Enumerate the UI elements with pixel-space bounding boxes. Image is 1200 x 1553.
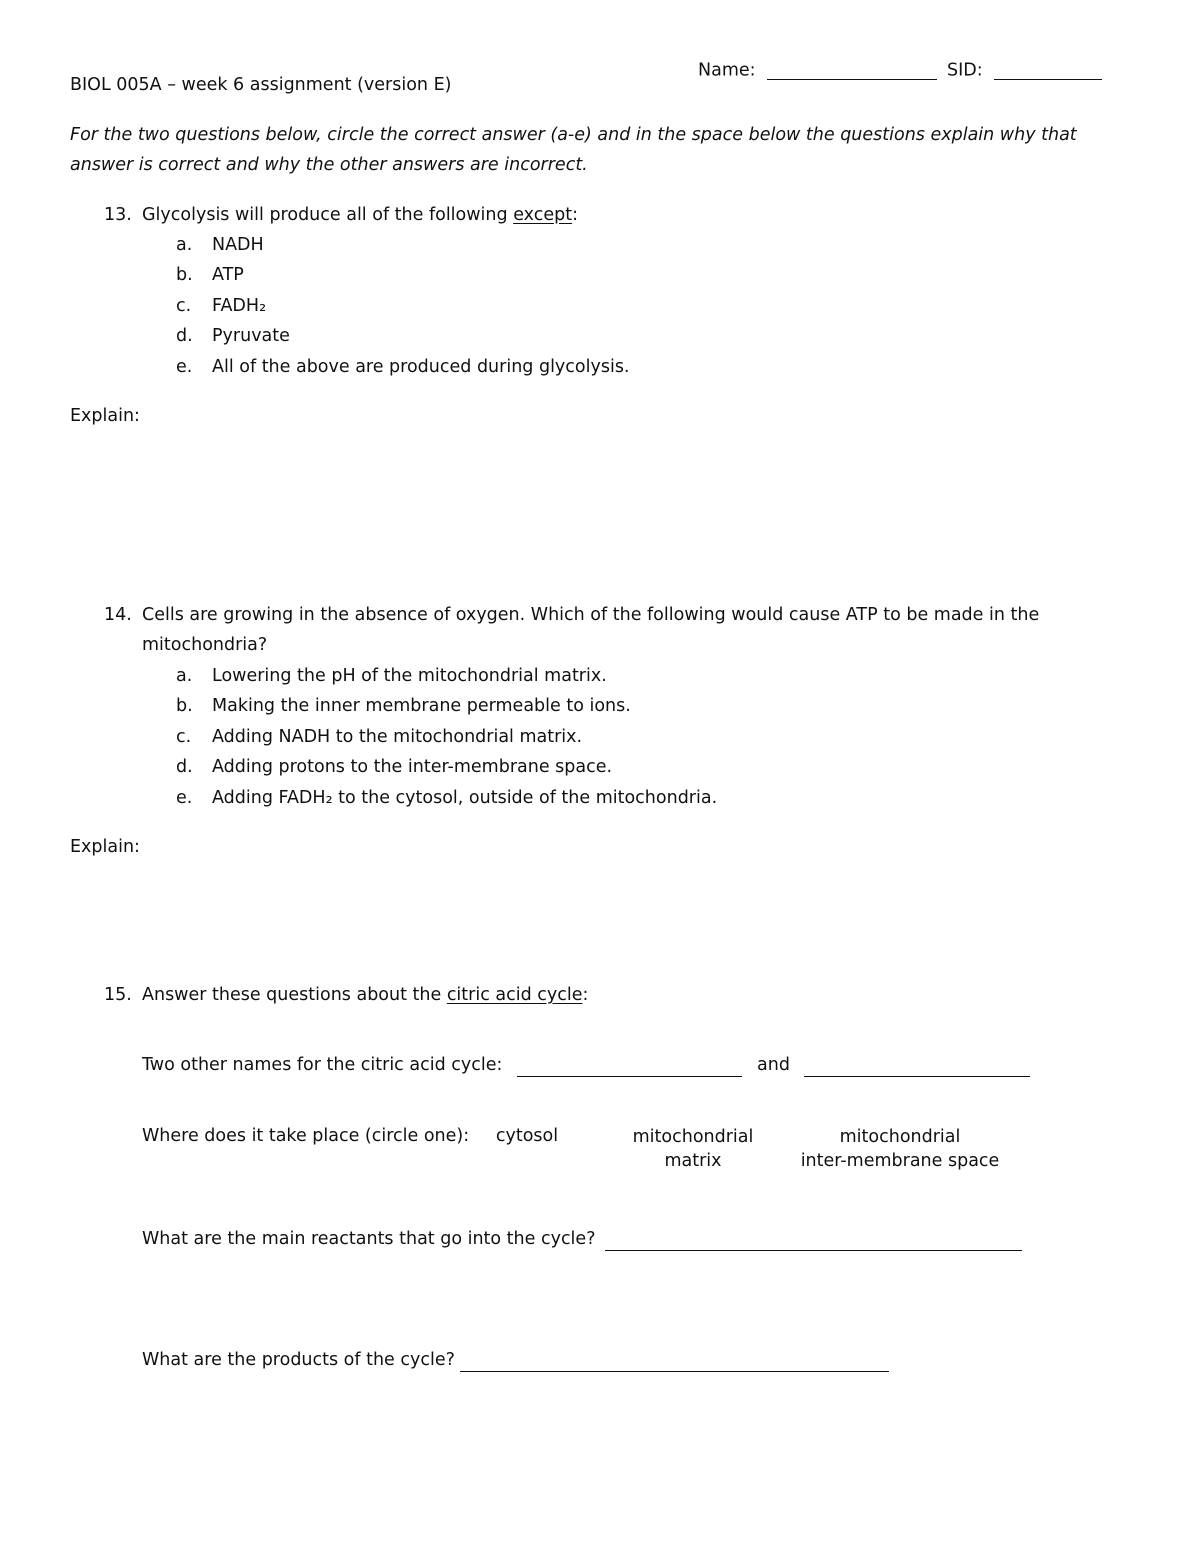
option-text: Making the inner membrane permeable to ions. bbox=[212, 696, 631, 716]
option-letter[interactable]: e. bbox=[176, 357, 193, 377]
option-text: FADH₂ bbox=[212, 296, 267, 316]
products-label: What are the products of the cycle? bbox=[142, 1350, 455, 1370]
option-text: Adding protons to the inter-membrane space. bbox=[212, 757, 613, 777]
option-letter[interactable]: d. bbox=[176, 326, 193, 346]
option-letter[interactable]: c. bbox=[176, 727, 192, 747]
option-text: Adding NADH to the mitochondrial matrix. bbox=[212, 727, 583, 747]
question-number: 13. bbox=[104, 205, 132, 225]
emphasis-except: except bbox=[513, 205, 573, 225]
option-text: NADH bbox=[212, 235, 264, 255]
sid-label: SID: bbox=[947, 60, 983, 81]
location-choice-inter-membrane-space[interactable]: mitochondrial inter-membrane space bbox=[800, 1127, 1000, 1171]
and-label: and bbox=[757, 1055, 790, 1075]
option-letter[interactable]: c. bbox=[176, 296, 192, 316]
option-letter[interactable]: a. bbox=[176, 666, 193, 686]
question-stem-line2: mitochondria? bbox=[142, 635, 268, 655]
option-letter[interactable]: b. bbox=[176, 696, 193, 716]
instructions: For the two questions below, circle the correct answer (a-e) and in the space below the questions explain why that answer is correct and why the other answers are incorrect. bbox=[70, 125, 1077, 175]
question-stem: Glycolysis will produce all of the following except: bbox=[142, 205, 578, 225]
sid-blank[interactable] bbox=[994, 61, 1102, 80]
option-text: ATP bbox=[212, 265, 244, 285]
sid-field[interactable] bbox=[947, 61, 1102, 80]
option-text: All of the above are produced during glycolysis. bbox=[212, 357, 630, 377]
explain-answer-area[interactable] bbox=[70, 435, 1130, 585]
option-letter[interactable]: b. bbox=[176, 265, 193, 285]
location-label: Where does it take place (circle one): bbox=[142, 1126, 470, 1146]
option-text: Lowering the pH of the mitochondrial matrix. bbox=[212, 666, 607, 686]
emphasis-citric-acid-cycle: citric acid cycle bbox=[446, 985, 583, 1005]
option-text: Pyruvate bbox=[212, 326, 290, 346]
option-letter[interactable]: a. bbox=[176, 235, 193, 255]
location-choice-cytosol[interactable]: cytosol bbox=[495, 1126, 559, 1146]
question-number: 14. bbox=[104, 605, 132, 625]
name-field[interactable] bbox=[698, 61, 937, 80]
option-text: Adding FADH₂ to the cytosol, outside of the mitochondria. bbox=[212, 788, 718, 808]
explain-label: Explain: bbox=[70, 406, 140, 426]
name-blank[interactable] bbox=[767, 61, 937, 80]
location-choice-mitochondrial-matrix[interactable]: mitochondrial matrix bbox=[632, 1127, 754, 1171]
explain-answer-area[interactable] bbox=[70, 866, 1130, 976]
option-letter[interactable]: d. bbox=[176, 757, 193, 777]
question-stem: Answer these questions about the citric acid cycle: bbox=[142, 985, 589, 1005]
explain-label: Explain: bbox=[70, 837, 140, 857]
course-title: BIOL 005A – week 6 assignment (version E) bbox=[70, 75, 452, 95]
other-names-label: Two other names for the citric acid cycle: bbox=[142, 1055, 503, 1075]
reactants-blank[interactable] bbox=[605, 1232, 1022, 1251]
reactants-label: What are the main reactants that go into the cycle? bbox=[142, 1229, 596, 1249]
question-number: 15. bbox=[104, 985, 132, 1005]
other-name-1-blank[interactable] bbox=[517, 1058, 742, 1077]
option-letter[interactable]: e. bbox=[176, 788, 193, 808]
products-blank[interactable] bbox=[460, 1353, 889, 1372]
name-label: Name: bbox=[698, 60, 756, 81]
other-name-2-blank[interactable] bbox=[804, 1058, 1030, 1077]
question-stem-line1: Cells are growing in the absence of oxygen. Which of the following would cause ATP to be made in the bbox=[142, 605, 1040, 625]
